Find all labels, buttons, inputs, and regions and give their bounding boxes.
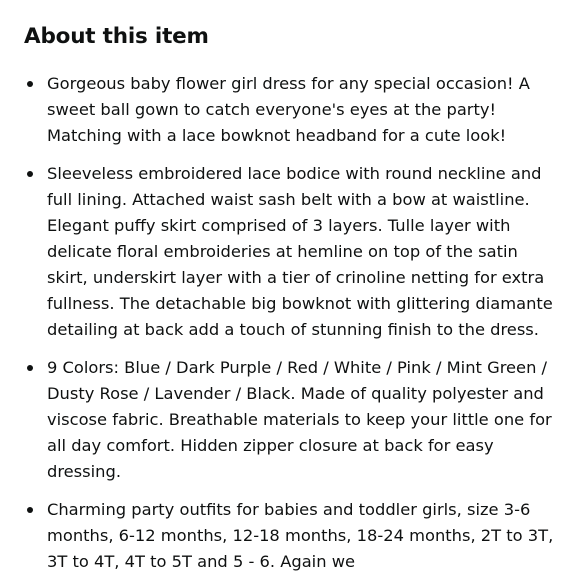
- feature-bullet-text: Sleeveless embroidered lace bodice with round neckline and full lining. Attached waist sash belt with a bow at waistline. Elegant puffy skirt comprised of 3 layers. Tulle layer with delicate floral embroideries at hemline on top of the satin skirt, underskirt layer with a tier of crinoline netting for extra fullness. The detachable big bowknot with glittering diamante detailing at back add a touch of stunning finish to the dress.: [47, 164, 553, 339]
- bullet-dot-icon: [27, 507, 33, 513]
- feature-bullet: [24, 71, 556, 149]
- feature-bullet-text: Gorgeous baby flower girl dress for any special occasion! A sweet ball gown to catch everyone's eyes at the party! Matching with a lace bowknot headband for a cute look!: [47, 74, 530, 145]
- feature-bullet-text: Charming party outfits for babies and toddler girls, size 3-6 months, 6-12 months, 12-18 months, 18-24 months, 2T to 3T, 3T to 4T, 4T to 5T and 5 - 6. Again we: [47, 500, 554, 571]
- feature-bullet-text: 9 Colors: Blue / Dark Purple / Red / White / Pink / Mint Green / Dusty Rose / Lavender / Black. Made of quality polyester and viscose fabric. Breathable materials to keep your little one for all day comfort. Hidden zipper closure at back for easy dressing.: [47, 358, 552, 481]
- feature-bullet: [24, 355, 556, 485]
- bullet-dot-icon: [27, 365, 33, 371]
- bullet-dot-icon: [27, 81, 33, 87]
- bullet-dot-icon: [27, 171, 33, 177]
- about-this-item-section: [24, 0, 556, 587]
- feature-bullet-list: [24, 71, 556, 575]
- section-heading: About this item: [24, 24, 209, 49]
- feature-bullet: [24, 161, 556, 343]
- feature-bullet: [24, 497, 556, 575]
